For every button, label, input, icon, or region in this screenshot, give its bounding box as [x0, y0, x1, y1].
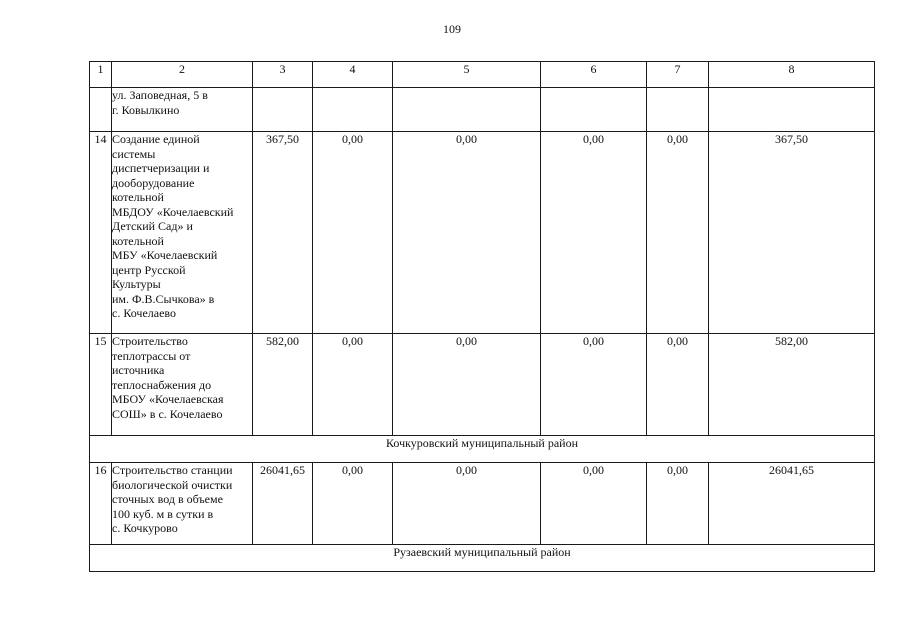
row-number: 16 — [90, 463, 112, 545]
district-heading: Кочкуровский муниципальный район — [90, 436, 875, 463]
column-header: 8 — [709, 62, 875, 88]
value-cell: 0,00 — [541, 463, 647, 545]
column-header: 1 — [90, 62, 112, 88]
value-cell: 0,00 — [647, 132, 709, 334]
project-name: ул. Заповедная, 5 в г. Ковылкино — [112, 88, 253, 132]
value-cell: 26041,65 — [709, 463, 875, 545]
district-heading: Рузаевский муниципальный район — [90, 545, 875, 572]
project-name: Создание единой системы диспетчеризации и дооборудование котельной МБДОУ «Кочелаевский Детский Сад» и котельной МБУ «Кочелаевский центр Русской Культуры им. Ф.В.Сычкова» в с. Кочелаево — [112, 132, 253, 334]
value-cell: 0,00 — [393, 132, 541, 334]
value-cell: 0,00 — [541, 132, 647, 334]
value-cell: 0,00 — [647, 463, 709, 545]
value-cell — [313, 88, 393, 132]
column-numbers-row — [90, 62, 875, 88]
value-cell: 0,00 — [541, 334, 647, 436]
table-row — [90, 132, 875, 334]
table-row — [90, 334, 875, 436]
district-row — [90, 545, 875, 572]
column-header: 7 — [647, 62, 709, 88]
page-number: 109 — [443, 22, 461, 36]
value-cell: 0,00 — [313, 463, 393, 545]
value-cell: 582,00 — [253, 334, 313, 436]
value-cell — [393, 88, 541, 132]
value-cell — [709, 88, 875, 132]
budget-table — [89, 61, 875, 572]
row-number — [90, 88, 112, 132]
value-cell: 0,00 — [313, 132, 393, 334]
district-row — [90, 436, 875, 463]
value-cell: 367,50 — [253, 132, 313, 334]
row-number: 15 — [90, 334, 112, 436]
column-header: 6 — [541, 62, 647, 88]
table-row — [90, 463, 875, 545]
column-header: 5 — [393, 62, 541, 88]
value-cell: 367,50 — [709, 132, 875, 334]
column-header: 3 — [253, 62, 313, 88]
row-number: 14 — [90, 132, 112, 334]
project-name: Строительство станции биологической очистки сточных вод в объеме 100 куб. м в сутки в с. Кочкурово — [112, 463, 253, 545]
value-cell: 582,00 — [709, 334, 875, 436]
column-header: 4 — [313, 62, 393, 88]
value-cell: 0,00 — [393, 463, 541, 545]
value-cell — [541, 88, 647, 132]
column-header: 2 — [112, 62, 253, 88]
value-cell — [647, 88, 709, 132]
project-name: Строительство теплотрассы от источника теплоснабжения до МБОУ «Кочелаевская СОШ» в с. Кочелаево — [112, 334, 253, 436]
value-cell: 26041,65 — [253, 463, 313, 545]
table-row — [90, 88, 875, 132]
value-cell: 0,00 — [647, 334, 709, 436]
value-cell: 0,00 — [313, 334, 393, 436]
value-cell: 0,00 — [393, 334, 541, 436]
value-cell — [253, 88, 313, 132]
